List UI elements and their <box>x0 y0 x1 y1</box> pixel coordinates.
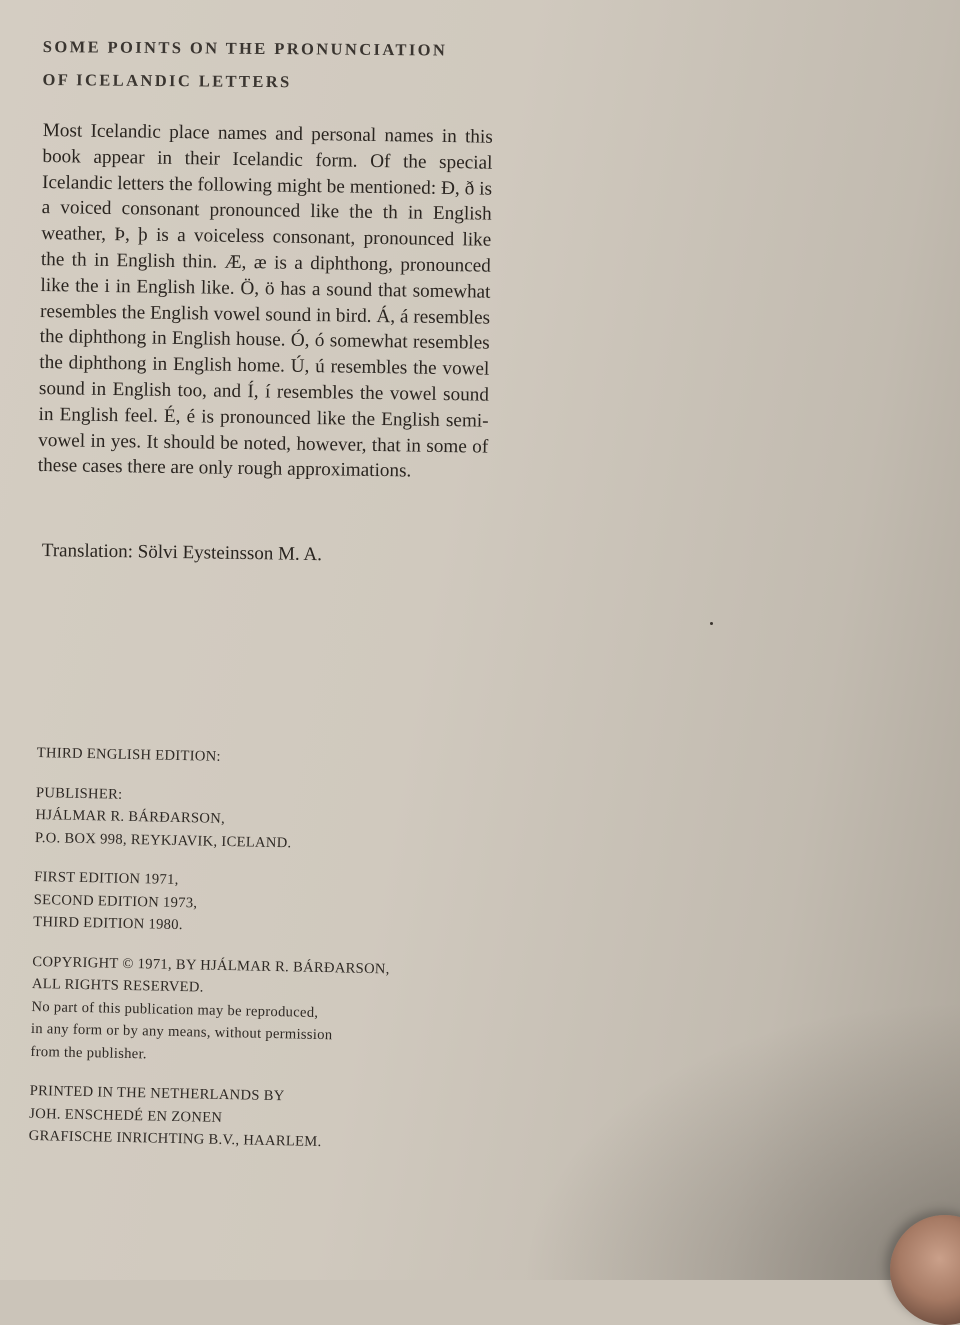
copyright-line: in any form or by any means, without permission <box>30 1020 333 1044</box>
pronunciation-heading <box>42 30 513 100</box>
edition-line: FIRST EDITION 1971, <box>34 868 179 888</box>
publisher-line: PUBLISHER: <box>35 784 123 803</box>
printer-line: GRAFISCHE INRICHTING B.V., HAARLEM. <box>28 1127 322 1151</box>
page-shadow <box>520 1000 960 1280</box>
copyright-line: COPYRIGHT © 1971, BY HJÁLMAR R. BÁRÐARSON, <box>32 953 390 977</box>
printer-block <box>29 1080 450 1156</box>
edition-label: THIRD ENGLISH EDITION: <box>36 744 222 765</box>
pronunciation-paragraph: Most Icelandic place names and personal names in this book appear in their Icelandic form. Of the special Icelandic letters the following might be mentioned: Ð, ð is a voiced consonant pronounced like the th in English weather, Þ, þ is a voiceless consonant, pronounced like the th in English thin. Æ, æ is a diphthong, pronounced like the i in English like. Ö, ö has a sound that somewhat resembles the English vowel sound in bird. Á, á resembles the diphthong in English house. Ó, ó somewhat resembles the diphthong in English home. Ú, ú resembles the vowel sound in English too, and Í, í resembles the vowel sound in English feel. É, é is pronounced like the English semi-vowel in yes. It should be noted, however, that in some of these cases there are only rough approximations. <box>37 119 493 482</box>
paper-speck <box>710 622 713 625</box>
editions-block <box>33 866 454 942</box>
edition-line: SECOND EDITION 1973, <box>33 891 198 911</box>
heading-line-2: OF ICELANDIC LETTERS <box>42 69 292 92</box>
copyright-line: No part of this publication may be reproduced, <box>31 998 319 1021</box>
printer-line: JOH. ENSCHEDÉ EN ZONEN <box>29 1105 223 1126</box>
copyright-line: ALL RIGHTS RESERVED. <box>31 975 204 996</box>
pronunciation-paragraph-block <box>38 118 493 486</box>
publisher-line: P.O. BOX 998, REYKJAVIK, ICELAND. <box>34 829 292 851</box>
imprint-section <box>28 742 457 1173</box>
publisher-line: HJÁLMAR R. BÁRÐARSON, <box>35 806 226 827</box>
edition-line: THIRD EDITION 1980. <box>33 913 183 934</box>
publisher-block <box>35 781 456 857</box>
printer-line: PRINTED IN THE NETHERLANDS BY <box>29 1082 285 1105</box>
copyright-line: from the publisher. <box>30 1043 148 1062</box>
heading-line-1: SOME POINTS ON THE PRONUNCIATION <box>42 36 448 60</box>
copyright-block <box>30 950 452 1071</box>
translator-credit: Translation: Sölvi Eysteinsson M. A. <box>41 540 323 566</box>
